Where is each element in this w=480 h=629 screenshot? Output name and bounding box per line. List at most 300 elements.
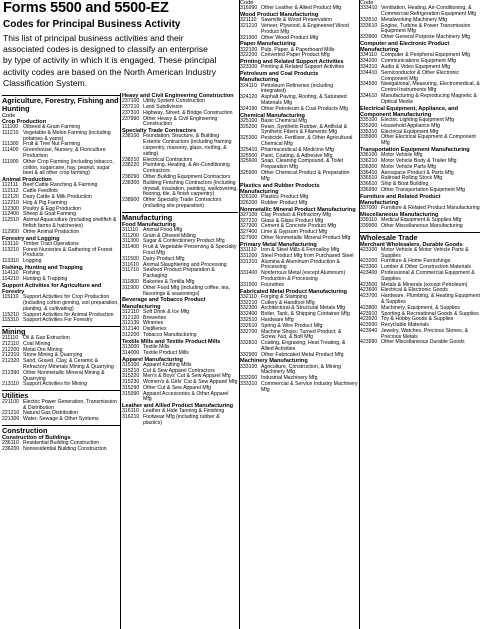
activity-code: 111210 (2, 129, 19, 136)
activity-code: 236110 (2, 440, 19, 447)
activity-description: Alumina & Aluminum Production & Processing (261, 258, 341, 271)
activity-code: 111900 (2, 158, 19, 165)
activity-description: Railroad Rolling Stock Mfg (381, 175, 443, 182)
activity-description: Seafood Product Preparation & Packaging (143, 267, 215, 280)
subsector-heading: Petroleum and Coal Products Manufacturing (240, 71, 319, 84)
activity-description: Timber Tract Operations (23, 240, 79, 247)
activity-code: 315220 (122, 373, 140, 380)
activity-description: Coating, Engraving, Heat Treating, & Allied Activities (261, 340, 346, 352)
activity-code: 113310 (2, 258, 19, 265)
activity-description: Oilseed & Grain Farming (23, 124, 81, 130)
activity-code: 113110 (2, 240, 19, 247)
activity-description: Support Activities for Mining (23, 381, 88, 388)
activity-code: 325100 (240, 117, 258, 124)
activity-code: 323100 (240, 64, 258, 71)
activity-description: Clay Product & Refractory Mfg (261, 211, 332, 218)
activity-code: 332510 (240, 316, 258, 323)
activity-row (2, 318, 120, 324)
activity-code: 114110 (2, 270, 19, 277)
activity-code: 324120 (240, 94, 258, 101)
activity-code: 336210 (360, 157, 378, 164)
subsector-heading: Construction of Buildings (2, 434, 71, 441)
activity-code: 337000 (360, 205, 378, 212)
activity-row (122, 392, 238, 404)
activity-code: 339900 (360, 222, 378, 229)
subsector-heading: Machinery Manufacturing (240, 358, 308, 365)
activity-description: Paint, Coating, & Adhesive Mfg (261, 152, 333, 159)
activity-code: 211110 (2, 334, 19, 341)
activity-row (240, 382, 358, 394)
activity-description: Steel Product Mfg from Purchased Steel (261, 252, 354, 259)
activity-code: 336510 (360, 175, 378, 182)
activity-code: 312200 (122, 331, 140, 338)
activity-description: Hardware, Plumbing, & Heating Equipment & Supplies (381, 293, 480, 305)
activity-code: 312130 (122, 320, 140, 327)
activity-description: Other Leather & Allied Product Mfg (261, 5, 342, 12)
subsector-heading: Miscellaneous Manufacturing (360, 211, 439, 218)
activity-code: 325900 (240, 169, 258, 176)
activity-code: 327300 (240, 223, 258, 230)
activity-description: Cement & Concrete Product Mfg (261, 223, 336, 230)
activity-code: 112120 (2, 193, 19, 200)
column-divider (120, 93, 121, 629)
activity-description: Cattle Feedlots (23, 188, 58, 195)
activity-code: 331110 (240, 246, 257, 253)
activity-description: Fruit & Tree Nut Farming (23, 141, 81, 148)
activity-row (2, 218, 120, 230)
subsector-heading: Food Manufacturing (122, 221, 176, 228)
activity-row (240, 283, 358, 289)
activity-code: 423700 (360, 293, 378, 300)
activity-description: Lime & Gypsum Product Mfg (261, 229, 328, 236)
activity-code: 321210 (240, 23, 258, 29)
activity-description: Recyclable Materials (381, 322, 429, 329)
activity-code: 315230 (122, 379, 140, 386)
activity-description: Other Transportation Equipment Mfg (381, 186, 465, 193)
activity-description: Other Electrical Equipment & Component Mfg (381, 134, 476, 147)
activity-description: Navigational, Measuring, Electromedical, & Control Instruments Mfg (381, 81, 480, 94)
activity-code: 336410 (360, 169, 378, 176)
subsector-heading: Computer and Electronic Product Manufacturing (360, 40, 450, 54)
activity-code: 115110 (2, 294, 19, 301)
activity-code: 336990 (360, 186, 378, 193)
activity-description: Ventilation, Heating, Air-Conditioning, & Commercial Refrigeration Equipment Mfg (381, 5, 477, 17)
activity-code: 312140 (122, 326, 140, 333)
activity-code: 327900 (240, 234, 258, 241)
activity-code: 327210 (240, 217, 258, 224)
activity-description: Textile Product Mills (143, 349, 189, 356)
sector-heading: Mining (2, 326, 120, 336)
sector-heading: Utilities (2, 390, 120, 400)
activity-code: 324190 (240, 105, 258, 112)
activity-description: Electrical & Electronic Goods (381, 287, 448, 294)
activity-description: Logging (23, 258, 42, 265)
activity-code: 212390 (2, 369, 20, 376)
activity-description: Other Food Mfg (including coffee, tea, flavorings & seasonings) (143, 284, 230, 297)
activity-code: 311200 (122, 232, 139, 239)
activity-row (122, 198, 238, 210)
activity-code: 314000 (122, 349, 140, 356)
activity-row (2, 359, 120, 371)
subsector-heading: Furniture and Related Product Manufacturing (360, 193, 441, 206)
activity-description: Textile Mills (143, 343, 170, 350)
activity-code: 112400 (2, 211, 19, 218)
activity-code: 423400 (360, 269, 378, 276)
activity-description: Machinery, Equipment, & Supplies (381, 304, 460, 311)
activity-description: Cut & Sew Apparel Contractors (143, 367, 215, 374)
activity-code: 321110 (240, 17, 257, 24)
activity-description: Oil & Gas Extraction (23, 334, 70, 341)
activity-description: Soap, Cleaning Compound, & Toilet Preparation Mfg (261, 158, 344, 171)
activity-code: 212200 (2, 346, 20, 353)
activity-code: 324110 (240, 82, 257, 89)
activity-description: Breweries (143, 314, 167, 321)
activity-code: 316210 (122, 414, 140, 421)
activity-code: 315990 (122, 390, 140, 397)
activity-description: Building Finishing Contractors (including drywall, insulation, painting, wallcovering, flooring, tile, & finish carpentry) (143, 179, 238, 198)
activity-code: 336100 (360, 152, 378, 159)
activity-row (360, 271, 480, 283)
activity-description: Support Activities For Forestry (23, 317, 93, 324)
activity-code: 332700 (240, 328, 258, 335)
subsector-heading: Heavy and Civil Engineering Construction (122, 93, 234, 99)
subsector-heading: Nonmetallic Mineral Product Manufacturing (240, 206, 356, 213)
activity-description: Metals & Minerals (except Petroleum) (381, 281, 468, 288)
activity-code: 112210 (2, 199, 19, 206)
activity-code: 113210 (2, 246, 19, 253)
activity-code: 238220 (122, 162, 140, 169)
subsector-heading: Wood Product Manufacturing (240, 12, 319, 18)
activity-code: 334410 (360, 69, 378, 76)
activity-description: Resin, Synthetic Rubber, & Artificial & Synthetic Fibers & Filaments Mfg (261, 123, 348, 136)
activity-description: Furniture & Related Product Manufacturing (381, 205, 480, 212)
column-4 (360, 0, 480, 629)
subsector-heading: Merchant Wholesalers, Durable Goods (360, 241, 463, 248)
subsector-heading: Primary Metal Manufacturing (240, 241, 317, 248)
activity-row (122, 351, 238, 357)
activity-description: Engine, Turbine & Power Transmission Equipment Mfg (381, 22, 471, 35)
activity-description: Medical Equipment & Supplies Mfg (381, 217, 462, 224)
activity-description: Forging & Stamping (261, 293, 307, 300)
activity-description: Electric Lighting Equipment Mfg (381, 116, 454, 123)
activity-description: Audio & Video Equipment Mfg (381, 63, 451, 70)
activity-code: 332400 (240, 311, 258, 318)
activity-description: Furniture & Home Furnishings (381, 258, 451, 265)
activity-row (240, 171, 358, 183)
code-column-label: Code (2, 112, 16, 119)
activity-description: Pharmaceutical & Medicine Mfg (261, 146, 334, 153)
subsector-heading: Fabricated Metal Product Manufacturing (240, 288, 347, 295)
activity-description: Converted Paper Product Mfg (261, 52, 330, 59)
activity-code: 111100 (2, 124, 19, 130)
activity-code: 423800 (360, 304, 378, 311)
activity-code: 332610 (240, 322, 258, 329)
subsector-heading: Leather and Allied Product Manufacturing (122, 403, 234, 410)
activity-code: 333610 (360, 22, 378, 29)
activity-row (122, 117, 238, 129)
column-2 (122, 93, 238, 629)
activity-code: 212110 (2, 340, 19, 347)
activity-description: Other Petroleum & Coal Products Mfg (261, 105, 349, 112)
activity-code: 236200 (2, 445, 20, 452)
activity-code: 237210 (122, 104, 140, 110)
subsector-heading: Animal Production (2, 177, 52, 184)
code-column-label: Code (360, 0, 374, 6)
activity-description: Highway, Street, & Bridge Construction (143, 109, 233, 116)
activity-code: 238290 (122, 173, 140, 180)
activity-description: Boiler, Tank, & Shipping Container Mfg (261, 311, 350, 318)
activity-description: Dairy Product Mfg (143, 255, 185, 262)
activity-description: Agriculture, Construction, & Mining Machinery Mfg (261, 363, 341, 376)
activity-code: 333310 (240, 381, 258, 388)
activity-code: 331400 (240, 270, 258, 277)
activity-code: 331310 (240, 258, 258, 265)
activity-code: 423100 (360, 246, 378, 253)
activity-code: 238100 (122, 133, 140, 140)
column-divider (239, 0, 240, 629)
activity-code: 311300 (122, 238, 139, 245)
subsector-heading: Fishing, Hunting and Trapping (2, 264, 83, 271)
activity-description: Grain & Oilseed Milling (143, 232, 196, 239)
activity-description: Electric Power Generation, Transmission & Distribution (23, 398, 117, 411)
activity-description: Professional & Commercial Equipment & Supplies (381, 269, 475, 282)
activity-description: Plastics Product Mfg (261, 193, 309, 200)
activity-description: Sand, Gravel, Clay, & Ceramic & Refractory Minerals Mining & Quarrying (23, 358, 114, 370)
activity-row (360, 224, 480, 230)
column-1 (2, 93, 120, 629)
activity-description: Nonferrous Metal (except Aluminum) Production & Processing (261, 270, 346, 282)
activity-code: 325300 (240, 135, 258, 142)
activity-code: 334110 (360, 52, 377, 59)
activity-description: Leather & Hide Tanning & Finishing (143, 408, 225, 415)
activity-description: Other Wood Product Mfg (261, 34, 319, 41)
activity-description: Semiconductor & Other Electronic Component Mfg (381, 69, 460, 82)
activity-code: 325600 (240, 158, 258, 165)
activity-row (122, 245, 238, 257)
activity-description: Motor Vehicle Mfg (381, 152, 423, 159)
activity-code: 115210 (2, 311, 19, 318)
activity-code: 237310 (122, 109, 140, 116)
activity-description: Sheep & Goat Farming (23, 211, 77, 218)
activity-row (122, 415, 238, 427)
activity-description: Hardware Mfg (261, 316, 294, 323)
activity-description: Jewelry, Watches, Precious Stones, & Precious Metals (381, 327, 469, 340)
activity-description: Other Miscellaneous Manufacturing (381, 222, 463, 229)
activity-code: 321900 (240, 34, 258, 41)
activity-description: Foundation, Structure, & Building Exterior Contractors (including framing carpentry, masonry, glass, roofing, & siding) (143, 133, 232, 157)
activity-code: 423940 (360, 327, 378, 334)
subsector-heading: Chemical Manufacturing (240, 112, 305, 119)
activity-code: 112111 (2, 182, 19, 189)
activity-description: Hog & Pig Farming (23, 199, 67, 206)
activity-description: Support Activities for Crop Production (including cotton ginning, soil preparation, planting, & cultivating) (23, 294, 119, 312)
sector-heading: Agriculture, Forestry, Fishing and Hunting (2, 96, 119, 113)
activity-row (360, 188, 480, 194)
activity-row (2, 417, 120, 423)
activity-description: Coal Mining (23, 340, 51, 347)
activity-description: Fruit & Vegetable Preserving & Specialty Food Mfg (143, 244, 237, 256)
activity-code: 315290 (122, 384, 140, 391)
activity-description: Plumbing, Heating, & Air-Conditioning Contractors (143, 162, 230, 175)
activity-code: 423200 (360, 258, 378, 265)
subsector-heading: Textile Mills and Textile Product Mills (122, 338, 221, 345)
activity-description: Other Cut & Sew Apparel Mfg (143, 384, 212, 391)
activity-description: Pulp, Paper, & Paperboard Mills (261, 46, 335, 53)
activity-description: Forest Nurseries & Gathering of Forest Products (23, 246, 113, 259)
activity-row (2, 277, 120, 283)
subsector-heading: Electrical Equipment, Appliance, and Component Manufacturing (360, 105, 459, 118)
activity-code: 238300 (122, 179, 140, 186)
activity-description: Toy & Hobby Goods & Supplies (381, 316, 454, 323)
activity-code: 339110 (360, 217, 377, 224)
activity-code: 112900 (2, 228, 19, 235)
sector-heading: Manufacturing (122, 212, 238, 222)
activity-code: 311900 (122, 284, 139, 291)
activity-description: Electrical Equipment Mfg (381, 128, 439, 135)
sector-heading: Construction (2, 425, 120, 435)
activity-code: 311610 (122, 261, 139, 268)
activity-description: Sugar & Confectionery Product Mfg (143, 238, 225, 245)
activity-code: 423930 (360, 322, 378, 329)
activity-description: Metal Ore Mining (23, 346, 63, 353)
activity-code: 332300 (240, 305, 258, 312)
activity-code: 322100 (240, 46, 258, 53)
activity-description: Wineries (143, 320, 164, 327)
activity-row (2, 447, 120, 453)
subsector-heading: Transportation Equipment Manufacturing (360, 146, 470, 153)
activity-code: 336610 (360, 181, 378, 188)
activity-code: 111400 (2, 147, 19, 154)
activity-code: 333410 (360, 5, 378, 12)
activity-description: Manufacturing & Reproducing Magnetic & Optical Media (381, 92, 478, 105)
activity-code: 331200 (240, 252, 258, 259)
activity-code: 333100 (240, 363, 258, 370)
activity-description: Animal Slaughtering and Processing (143, 261, 227, 268)
activity-description: Aerospace Product & Parts Mfg (381, 169, 454, 176)
activity-description: Lumber & Other Construction Materials (381, 264, 471, 271)
activity-description: Support Activities for Animal Production (23, 311, 114, 318)
activity-description: Industrial Machinery Mfg (261, 375, 318, 382)
activity-code: 335900 (360, 134, 378, 141)
activity-description: Hunting & Trapping (23, 275, 68, 282)
intro-paragraph: This list of principal business activities and their associated codes is designed to classify an enterprise by type of activity in which it is engaged. These principal activity codes are based on the North American Industry Classification System. (3, 33, 217, 88)
activity-code: 313000 (122, 343, 140, 350)
activity-code: 327400 (240, 229, 258, 236)
activity-code: 221210 (2, 410, 20, 417)
activity-row (240, 341, 358, 353)
activity-description: Other Nonmetallic Mineral Product Mfg (261, 234, 351, 241)
activity-description: Other Chemical Product & Preparation Mfg (261, 169, 350, 182)
activity-code: 112300 (2, 205, 19, 212)
activity-description: Men's & Boys' Cut & Sew Apparel Mfg (143, 373, 231, 380)
activity-description: Glass & Glass Product Mfg (261, 217, 324, 224)
activity-row (240, 201, 358, 207)
activity-code: 311800 (122, 278, 139, 285)
activity-code: 332110 (240, 293, 257, 300)
subsector-heading: Specialty Trade Contractors (122, 128, 197, 135)
activity-code: 335310 (360, 128, 378, 135)
activity-description: Iron & Steel Mills & Ferroalloy Mfg (261, 246, 340, 253)
activity-description: Animal Aquaculture (including shellfish & finfish farms & hatcheries) (23, 217, 117, 229)
activity-description: Bakeries & Tortilla Mfg (143, 278, 195, 285)
activity-code: 238210 (122, 156, 140, 163)
activity-code: 212310 (2, 352, 20, 359)
activity-description: Other Animal Production (23, 228, 80, 235)
activity-description: Printing & Related Support Activities (261, 64, 345, 71)
activity-description: Other Crop Farming (including tobacco, cotton, sugarcane, hay, peanut, sugar beet & all other crop farming) (23, 158, 114, 177)
activity-description: Tobacco Manufacturing (143, 331, 197, 338)
activity-description: Metalworking Machinery Mfg (381, 16, 448, 23)
page-title: Forms 5500 and 5500-EZ (3, 0, 169, 16)
activity-code: 316990 (240, 5, 258, 12)
activity-code: 332900 (240, 351, 258, 358)
activity-code: 112510 (2, 217, 19, 224)
activity-description: Other Nonmetallic Mineral Mining & Quarrying (23, 369, 105, 382)
activity-code: 423920 (360, 316, 378, 323)
activity-code: 325200 (240, 123, 258, 130)
activity-description: Electrical Contractors (143, 156, 193, 163)
activity-description: Soft Drink & Ice Mfg (143, 308, 190, 315)
code-column-label: Code (240, 0, 254, 6)
activity-code: 334610 (360, 92, 378, 99)
activity-row (2, 160, 120, 177)
activity-code: 332810 (240, 340, 258, 347)
activity-description: Machine Shops; Turned Product; & Screw, Nut, & Bolt Mfg (261, 328, 342, 341)
activity-description: Other Building Equipment Contractors (143, 173, 231, 180)
activity-row (360, 294, 480, 306)
activity-code: 311710 (122, 267, 139, 274)
activity-description: Pesticide, Fertilizer, & Other Agricultural Chemical Mfg (261, 135, 353, 147)
activity-description: Women's & Girls' Cut & Sew Apparel Mfg (143, 379, 238, 386)
activity-description: Motor Vehicle Body & Trailer Mfg (381, 157, 457, 164)
activity-description: Computer & Peripheral Equipment Mfg (381, 52, 471, 59)
activity-description: Asphalt Paving, Roofing, & Saturated Materials Mfg (261, 94, 347, 106)
activity-description: Rubber Product Mfg (261, 199, 308, 206)
activity-description: Household Appliance Mfg (381, 122, 440, 129)
activity-description: Natural Gas Distribution (23, 410, 79, 417)
activity-description: Other General Purpose Machinery Mfg (381, 34, 471, 41)
activity-description: Footwear Mfg (including rubber & plastics) (143, 414, 220, 427)
activity-description: Communications Equipment Mfg (381, 58, 456, 65)
activity-code: 331500 (240, 281, 258, 288)
activity-code: 327100 (240, 211, 258, 218)
activity-row (360, 135, 480, 147)
subsector-heading: Plastics and Rubber Products Manufacturing (240, 182, 320, 195)
activity-row (2, 230, 120, 236)
activity-code: 335200 (360, 122, 378, 129)
activity-description: Sawmills & Wood Preservation (261, 17, 332, 24)
activity-row (240, 107, 358, 113)
subsector-heading: Printing and Related Support Activities (240, 59, 344, 66)
column-3 (240, 0, 358, 629)
activity-description: Dairy Cattle & Milk Production (23, 193, 92, 200)
activity-code: 332210 (240, 299, 258, 306)
sector-heading: Wholesale Trade (360, 232, 480, 242)
activity-row (240, 236, 358, 242)
activity-code: 238900 (122, 197, 140, 204)
activity-code: 316110 (122, 408, 139, 415)
activity-description: Fishing (23, 270, 40, 277)
activity-code: 315100 (122, 361, 140, 368)
activity-row (2, 295, 120, 312)
activity-description: Distilleries (143, 326, 167, 333)
activity-code: 423500 (360, 281, 378, 288)
activity-code: 112112 (2, 188, 19, 195)
activity-description: Other Fabricated Metal Product Mfg (261, 351, 344, 358)
activity-description: Sporting & Recreational Goods & Supplies (381, 310, 479, 317)
activity-code: 334200 (360, 58, 378, 65)
activity-code: 334500 (360, 81, 378, 88)
